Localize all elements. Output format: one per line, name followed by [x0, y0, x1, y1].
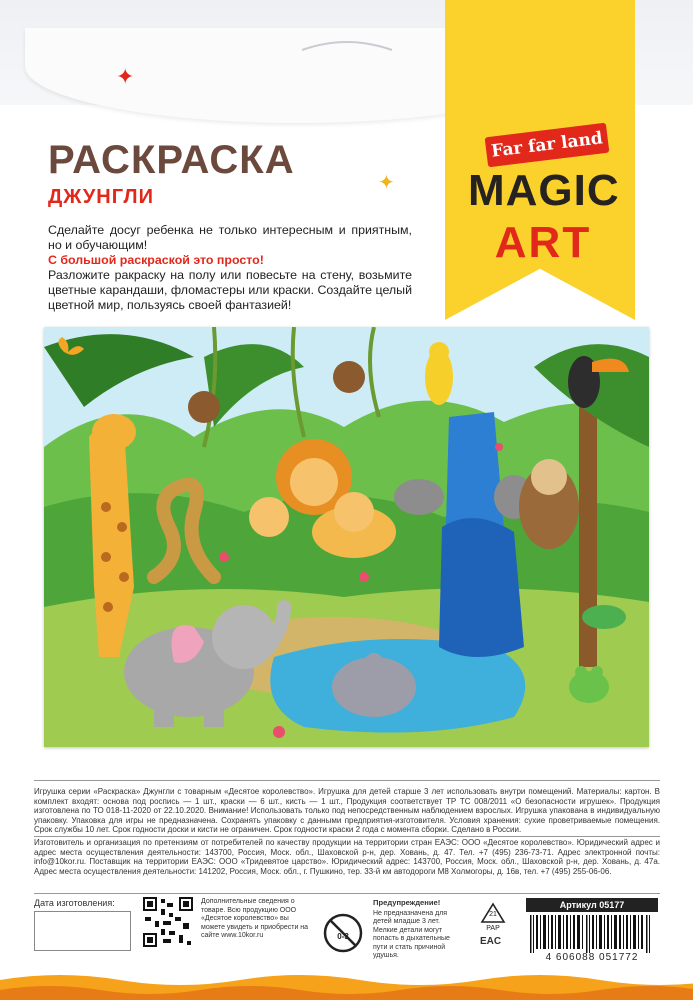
product-title: РАСКРАСКА — [48, 138, 295, 182]
brand-art-text: ART — [494, 218, 592, 267]
jungle-scene-image — [44, 327, 649, 747]
eac-mark: EAC — [480, 936, 502, 947]
description-body: Разложите ракраску на полу или повесьте на стену, возьмите цветные карандаши, фломастеры или краски. Создайте целый цветной мир, пользуясь своей фантазией! — [48, 268, 412, 312]
divider — [34, 780, 660, 781]
sparkle-icon: ✦ — [378, 172, 395, 194]
hanger-hole-icon — [297, 40, 397, 60]
recycle-number: 21 — [489, 911, 497, 918]
production-date-box — [34, 911, 131, 951]
barcode-icon — [526, 915, 658, 953]
barcode-number: 4 606088 051772 — [545, 952, 639, 963]
article-number: Артикул 05177 — [526, 898, 658, 912]
decorative-wave-band — [0, 966, 693, 1000]
sparkle-icon: ✦ — [116, 64, 135, 89]
description-highlight: С большой раскраской это просто! — [48, 253, 264, 267]
description-intro: Сделайте досуг ребенка не только интересным и приятным, но и обучающим! — [48, 223, 412, 252]
warning-text: Не предназначена для детей младше 3 лет. Мелкие детали могут попасть в дыхательные пути и стать причиной удушья. — [373, 910, 450, 960]
jungle-coloring-illustration — [44, 327, 649, 747]
product-info-text: Игрушка серии «Раскраска» Джунгли с товарным «Десятое королевство». Игрушка для детей старше 3 лет использовать внутри помещений. Материалы: картон. В комплект входят: основа под роспись — 1 шт., краски — 6 шт., кисть — 1 шт., Продукция соответствует ТР ТС 008/2011 «О безопасности игрушек». Продукция изготовлена по ТО 018-11-2020 от 22.10.2020. Внимание! Использовать только под непосредственным наблюдением взрослых. Игрушка упакована в индивидуальную упаковку. Упаковка для игры не предназначена. Сохранять упаковку с данными предприятия-изготовителя. Условия хранения: сухие проветриваемые помещения. Срок службы 10 лет. Срок годности доски и кисти не ограничен. Срок годности краски 2 года с момента сборки. Сделано в России. — [34, 787, 660, 835]
qr-code-icon — [143, 897, 193, 947]
product-subtitle: ДЖУНГЛИ — [48, 186, 154, 208]
divider — [34, 893, 660, 894]
divider — [34, 836, 660, 837]
brand-magic-text: MAGIC — [468, 166, 620, 215]
manufacturer-info-text: Изготовитель и организация по претензиям от потребителей по качеству продукции на территории стран ЕАЭС: ООО «Десятое королевство». Юридический адрес и адрес места осуществления деятельности: 143700, Россия, Моск. обл., Шаховской р-н, дер. Ховань, д. 47. Тел. +7 (495) 236-73-71. Адрес электронной почты: info@10kor.ru. Поставщик на территории ЕАЭС: ООО «Тридевятое царство». Юридический адрес: 143700, Россия, Моск. обл., Шаховской р-н, дер. Ховань, д. 47а. Адрес места осуществления деятельности: 141202, Россия, Моск. обл., г. Пушкино, тер. 33-й км автодороги М8 Холмогоры, д. 16в, тел. +7 (495) 255-06-06. — [34, 838, 660, 876]
age-restriction-label: 0-3 — [337, 932, 349, 941]
recycle-label: PAP — [486, 925, 500, 932]
production-date-label: Дата изготовления: — [34, 898, 115, 908]
brand-farfarland-logo: Far far land — [485, 123, 610, 168]
warning-title: Предупреждение! — [373, 898, 441, 907]
qr-code-caption: Дополнительные сведения о товаре. Всю продукцию ООО «Десятое королевство» вы можете увидеть и приобрести на сайте www.10kor.ru — [201, 898, 309, 940]
